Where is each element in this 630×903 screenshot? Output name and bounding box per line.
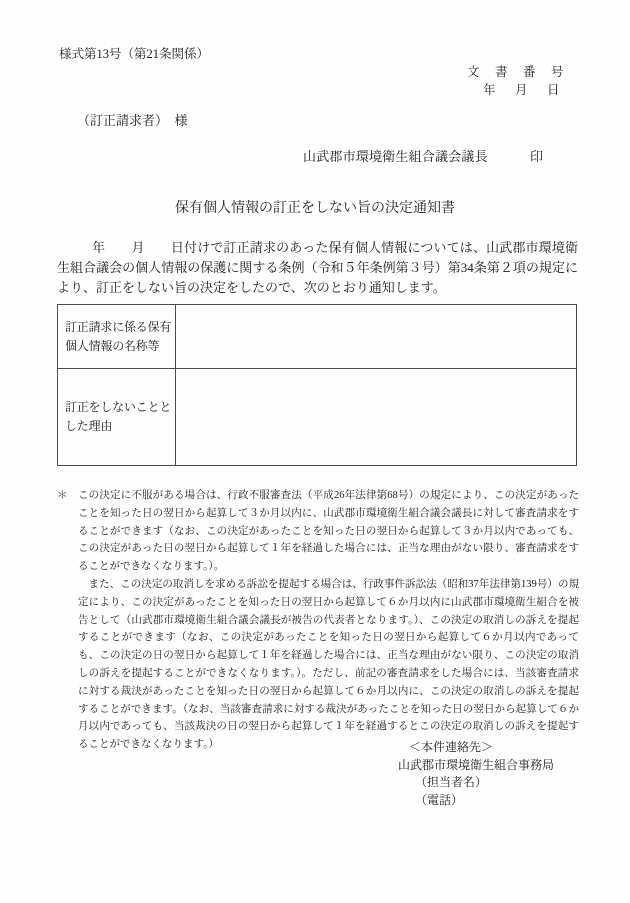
body-paragraph: 年 月 日付けで訂正請求のあった保有個人情報については、山武郡市環境衛生組合議会の個人情報の保護に関する条例（令和５年条例第３号）第34条第２項の規定により、訂正をしない旨の決定をしたので、次のとおり通知します。 (57, 240, 578, 295)
table-row (58, 369, 577, 466)
form-number: 様式第13号（第21条関係） (59, 47, 210, 61)
table-value-name (176, 305, 577, 369)
table-label-reason: 訂正をしないこととした理由 (58, 369, 176, 466)
note-paragraph-appeal: この決定に不服がある場合は、行政不服審査法（平成26年法律第68号）の規定により、この決定があったことを知った日の翌日から起算して３か月以内に、山武郡市環境衛生組合議会議長に対して審査請求をすることができます（なお、この決定があったことを知った日の翌日から起算して３か月以内であっても、この決定があった日の翌日から起算して１年を経過した場合には、正当な理由がない限り、審査請求をすることができなくなります。）。 (78, 490, 579, 573)
document-number-label: 文 書 番 号 (466, 65, 565, 79)
note-paragraph-lawsuit: また、この決定の取消しを求める訴訟を提起する場合は、行政事件訴訟法（昭和37年法律第139号）の規定により、この決定があったことを知った日の翌日から起算して６か月以内に山武郡市環境衛生組合を被告として（山武郡市環境衛生組合議会議長が被告の代表者となります。）、この決定の取消しの訴えを提起することができます（なお、この決定があったことを知った日の翌日から起算して６か月以内であっても、この決定の日の翌日から起算して１年を経過した場合には、正当な理由がない限り、この決定の取消しの訴えを提起することができなくなります。）。ただし、前記の審査請求をした場合には、当該審査請求に対する裁決があったことを知った日の翌日から起算して６か月以内に、この決定の取消しの訴えを提起することができます。（なお、当該審査請求に対する裁決があったことを知った日の翌日から起算して６か月以内であっても、当該裁決の日の翌日から起算して１年を経過するとこの決定の取消しの訴えを提起することができなくなります。） (78, 578, 579, 751)
contact-block (398, 739, 554, 809)
table-label-name: 訂正請求に係る保有個人情報の名称等 (58, 305, 176, 369)
sender-title: 山武郡市環境衛生組合議会議長 (303, 149, 488, 164)
seal-mark: 印 (530, 149, 544, 164)
info-table (57, 304, 577, 466)
table-value-reason (176, 369, 577, 466)
contact-phone: （電話） (415, 792, 464, 807)
contact-header: ＜本件連絡先＞ (409, 740, 494, 754)
note-asterisk: ＊ (57, 490, 68, 501)
contact-org: 山武郡市環境衛生組合事務局 (398, 757, 555, 772)
notes-block (78, 487, 579, 754)
document-title: 保有個人情報の訂正をしない旨の決定通知書 (175, 201, 455, 216)
date-line: 年 月 日 (482, 83, 563, 97)
addressee-line: （訂正請求者） 様 (77, 113, 188, 128)
contact-person: （担当者名） (415, 775, 488, 790)
table-row (58, 305, 577, 369)
